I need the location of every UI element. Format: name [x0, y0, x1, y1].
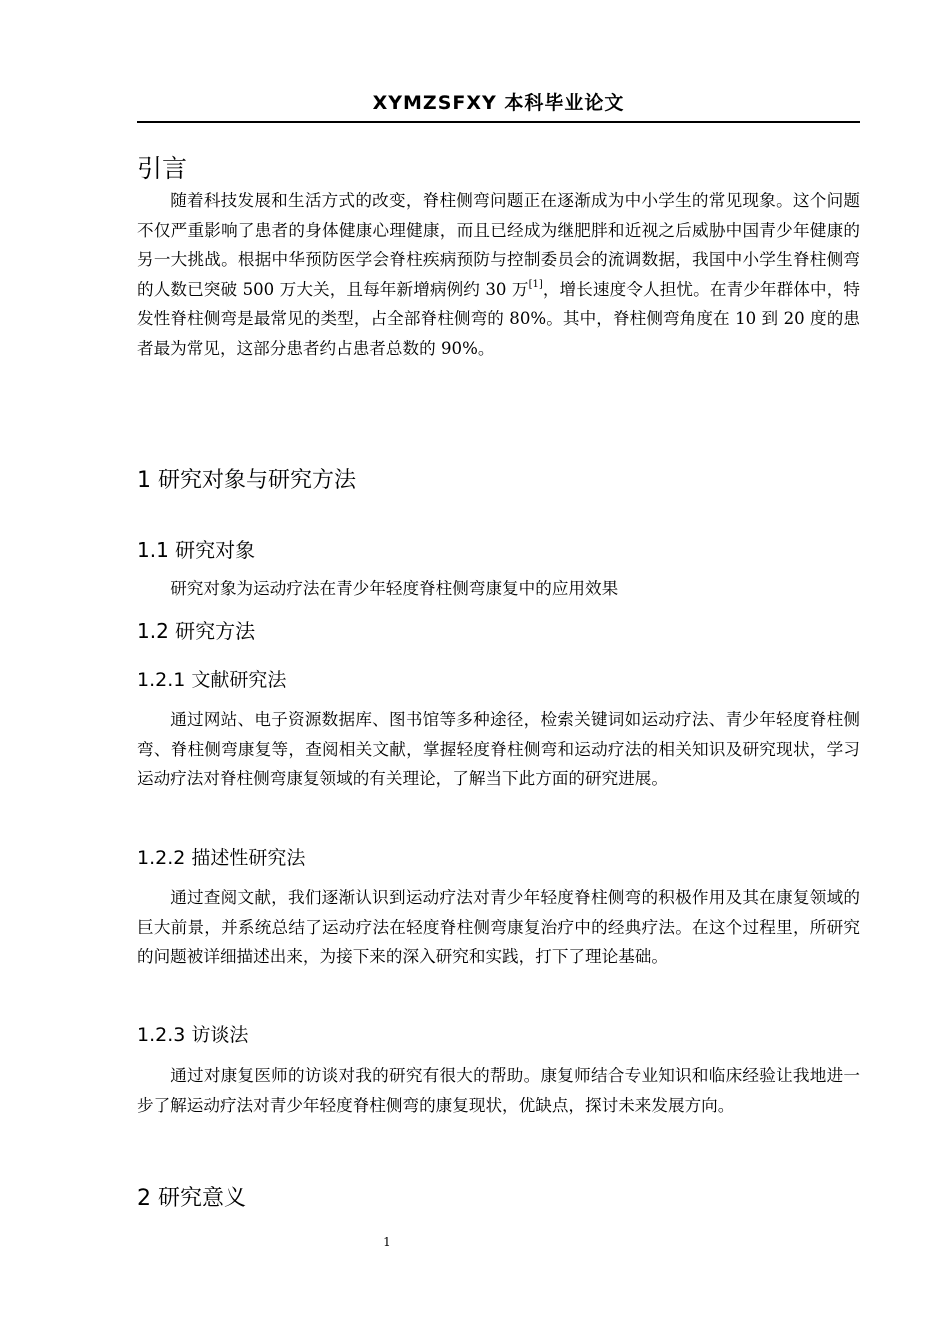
section-1-2-2-heading: 1.2.2 描述性研究法	[137, 847, 306, 869]
header-rule	[137, 121, 860, 123]
intro-paragraph-part2: ，增长速度令人担忧。在青少年群体中，特发性脊柱侧弯是最常见的类型，占全部脊柱侧弯的 80%。其中，脊柱侧弯角度在 10 到 20 度的患者最为常见，这部分患者约占患者总数的 90%。	[137, 279, 860, 358]
intro-paragraph-part1: 随着科技发展和生活方式的改变，脊柱侧弯问题正在逐渐成为中小学生的常见现象。这个问题不仅严重影响了患者的身体健康心理健康，而且已经成为继肥胖和近视之后威胁中国青少年健康的另一大挑战。根据中华预防医学会脊柱疾病预防与控制委员会的流调数据，我国中小学生脊柱侧弯的人数已突破 500 万大关，且每年新增病例约 30 万	[137, 191, 860, 299]
intro-paragraph	[137, 186, 860, 364]
intro-heading: 引言	[137, 154, 188, 183]
section-1-2-2-paragraph: 通过查阅文献，我们逐渐认识到运动疗法对青少年轻度脊柱侧弯的积极作用及其在康复领域的巨大前景，并系统总结了运动疗法在轻度脊柱侧弯康复治疗中的经典疗法。在这个过程里，所研究的问题被详细描述出来，为接下来的深入研究和实践，打下了理论基础。	[137, 888, 860, 967]
section-1-2-1-paragraph: 通过网站、电子资源数据库、图书馆等多种途径，检索关键词如运动疗法、青少年轻度脊柱侧弯、脊柱侧弯康复等，查阅相关文献，掌握轻度脊柱侧弯和运动疗法的相关知识及研究现状，学习运动疗法对脊柱侧弯康复领域的有关理论，了解当下此方面的研究进展。	[137, 710, 860, 789]
section-1-2-3-heading: 1.2.3 访谈法	[137, 1024, 249, 1046]
section-1-1-paragraph: 研究对象为运动疗法在青少年轻度脊柱侧弯康复中的应用效果	[170, 579, 619, 598]
running-header-title: XYMZSFXY 本科毕业论文	[372, 92, 625, 114]
section-1-2-heading: 1.2 研究方法	[137, 619, 256, 643]
page-number: 1	[383, 1235, 391, 1249]
section-2-heading: 2 研究意义	[137, 1186, 246, 1211]
section-1-heading: 1 研究对象与研究方法	[137, 468, 356, 493]
section-1-1-heading: 1.1 研究对象	[137, 538, 256, 562]
section-1-2-3-paragraph: 通过对康复医师的访谈对我的研究有很大的帮助。康复师结合专业知识和临床经验让我地进一步了解运动疗法对青少年轻度脊柱侧弯的康复现状，优缺点，探讨未来发展方向。	[137, 1066, 860, 1115]
section-1-2-1-heading: 1.2.1 文献研究法	[137, 669, 287, 691]
citation-marker[interactable]: [1]	[528, 278, 543, 290]
